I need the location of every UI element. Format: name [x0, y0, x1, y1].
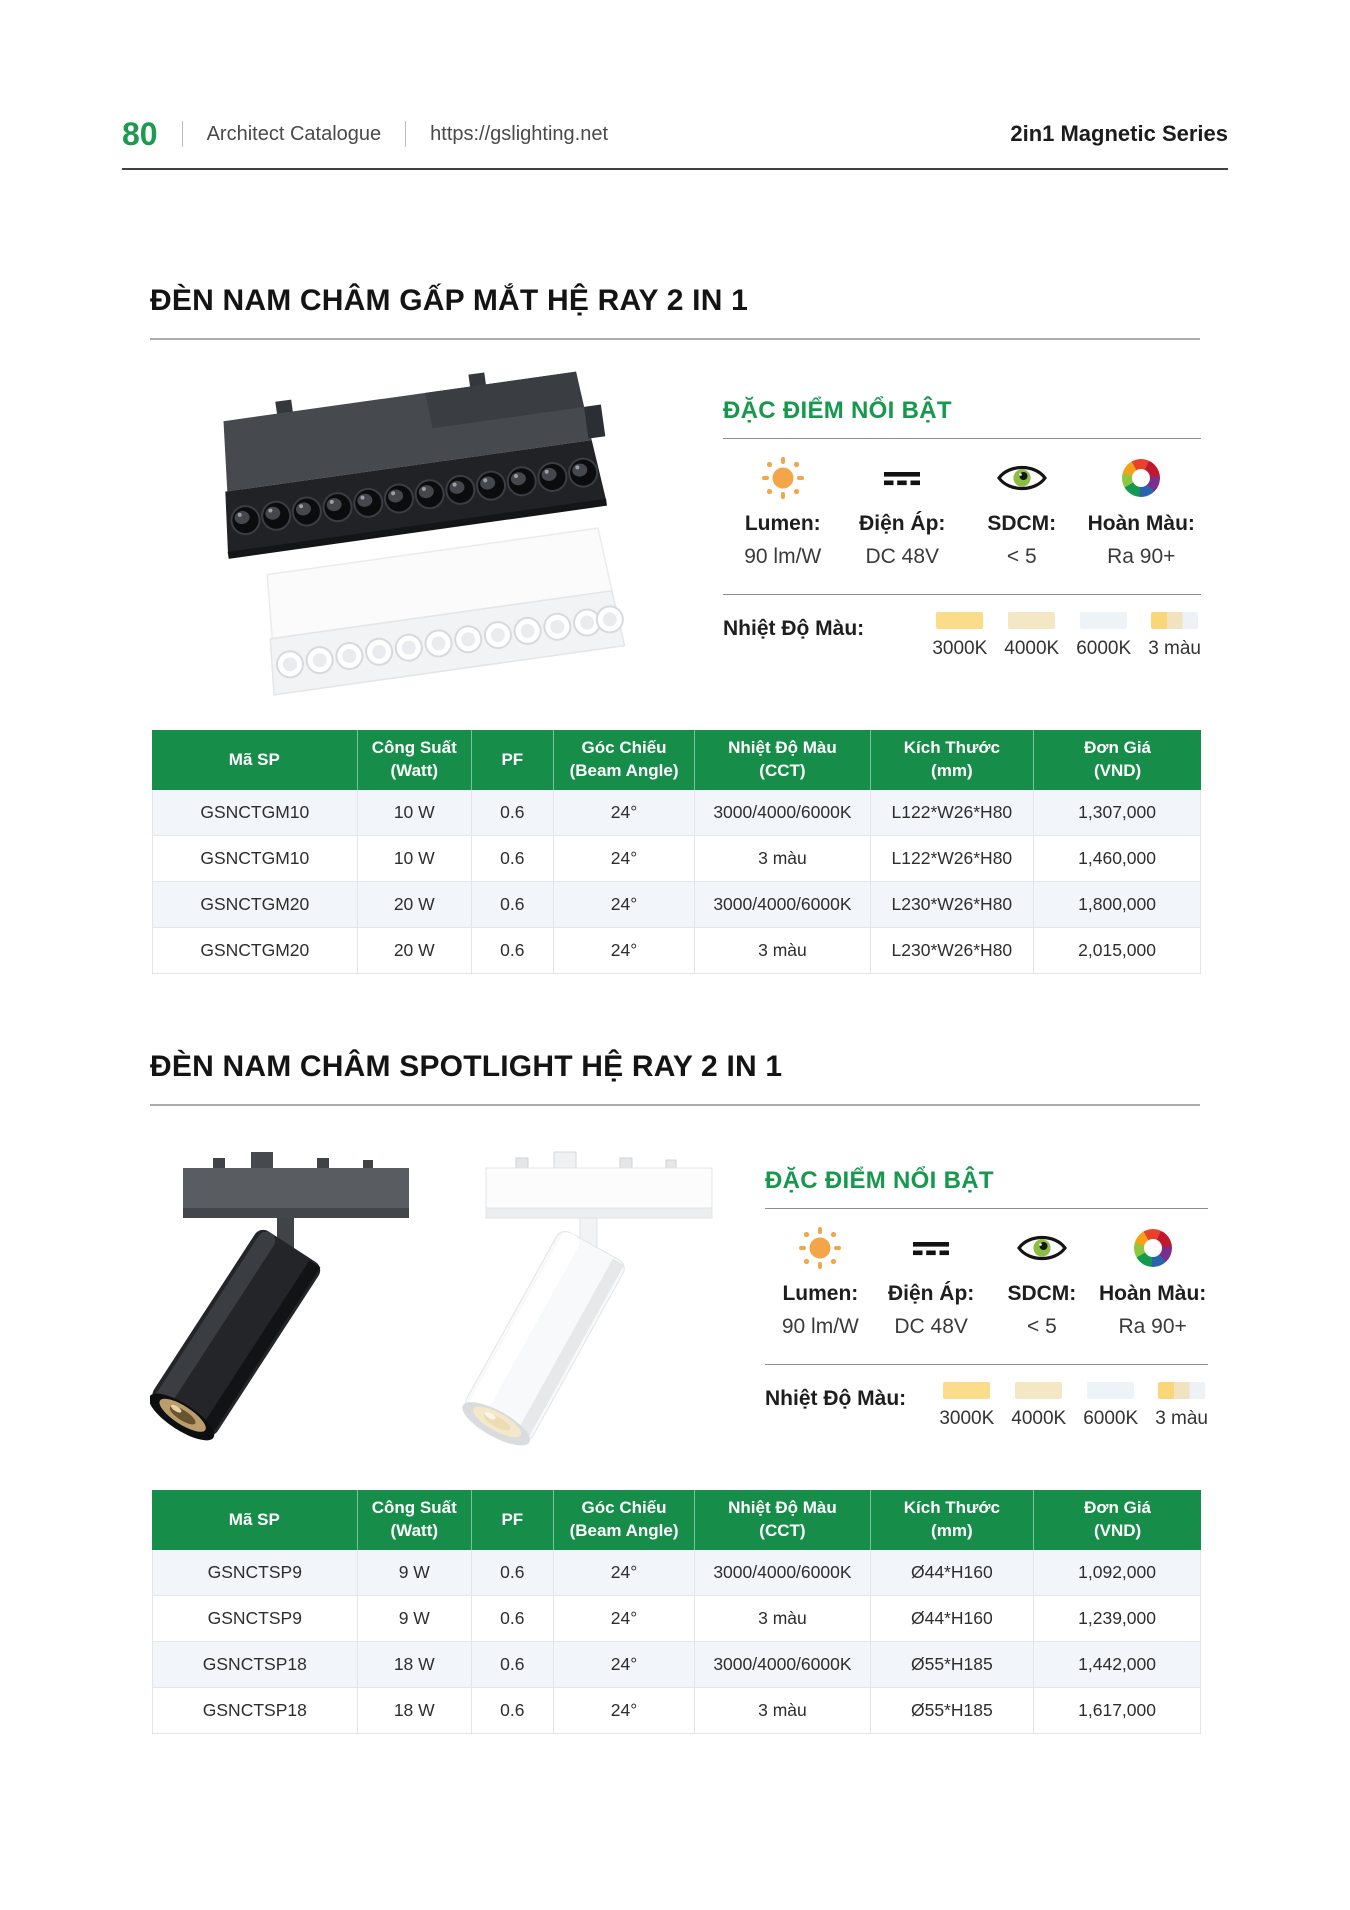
- table-cell: 3000/4000/6000K: [695, 882, 870, 928]
- table-cell: L230*W26*H80: [871, 882, 1035, 928]
- table-cell: 10 W: [358, 836, 472, 882]
- page-header: [122, 118, 1228, 150]
- cct-option: [1076, 612, 1131, 660]
- table-cell: 0.6: [472, 1596, 554, 1642]
- table-cell: Ø55*H185: [871, 1642, 1035, 1688]
- table-header-cell: Mã SP: [152, 730, 358, 790]
- table-header-cell: Góc Chiếu (Beam Angle): [554, 730, 696, 790]
- table-cell: 3 màu: [695, 1688, 870, 1734]
- feature-label: Điện Áp:: [887, 1282, 975, 1305]
- table-header-cell: PF: [472, 1490, 554, 1550]
- cct-divider: [723, 594, 1201, 595]
- cct-swatch: [936, 612, 983, 629]
- table-cell: 1,307,000: [1034, 790, 1201, 836]
- cct-option: [939, 1382, 994, 1430]
- table-cell: GSNCTGM20: [152, 928, 358, 974]
- cct-option: [1155, 1382, 1208, 1430]
- cct-option: [932, 612, 987, 660]
- section-2-features: [765, 1167, 1208, 1430]
- cct-swatch: [1015, 1382, 1062, 1399]
- table-cell: L230*W26*H80: [871, 928, 1035, 974]
- cct-option-label: 6000K: [1083, 1408, 1139, 1429]
- feature-label: Hoàn Màu:: [1087, 512, 1195, 535]
- table-cell: 3 màu: [695, 928, 870, 974]
- table-cell: 1,442,000: [1034, 1642, 1201, 1688]
- dc-voltage-icon: [843, 453, 963, 503]
- table-cell: Ø44*H160: [871, 1550, 1035, 1596]
- table-cell: 1,460,000: [1034, 836, 1201, 882]
- cct-swatch: [943, 1382, 990, 1399]
- table-cell: 24°: [554, 882, 696, 928]
- feature-value: DC 48V: [894, 1315, 968, 1338]
- table-cell: 18 W: [358, 1642, 472, 1688]
- table-cell: 3000/4000/6000K: [695, 1642, 870, 1688]
- table-cell: L122*W26*H80: [871, 836, 1035, 882]
- cct-swatch: [1008, 612, 1055, 629]
- spotlight-black: [150, 1152, 409, 1449]
- section-1-title-rule: [150, 338, 1200, 340]
- table-cell: 9 W: [358, 1596, 472, 1642]
- table-header-cell: Đơn Giá (VND): [1034, 1490, 1201, 1550]
- table-cell: GSNCTSP18: [152, 1642, 358, 1688]
- cct-row: [765, 1382, 1208, 1430]
- sun-icon: [723, 453, 843, 503]
- table-cell: GSNCTSP9: [152, 1596, 358, 1642]
- table-header-cell: Góc Chiếu (Beam Angle): [554, 1490, 696, 1550]
- table-cell: Ø55*H185: [871, 1688, 1035, 1734]
- table-cell: 1,617,000: [1034, 1688, 1201, 1734]
- table-cell: 20 W: [358, 882, 472, 928]
- table-cell: 1,800,000: [1034, 882, 1201, 928]
- table-header-cell: Công Suất (Watt): [358, 1490, 472, 1550]
- section-1-title: ĐÈN NAM CHÂM GẤP MẮT HỆ RAY 2 IN 1: [150, 284, 748, 317]
- cct-swatch: [1158, 1382, 1205, 1399]
- table-row: [152, 1596, 1201, 1642]
- table-cell: GSNCTSP18: [152, 1688, 358, 1734]
- cct-option-label: 3 màu: [1155, 1408, 1208, 1429]
- page-number: 80: [122, 116, 158, 152]
- spotlight-white: [457, 1152, 712, 1454]
- table-cell: GSNCTGM20: [152, 882, 358, 928]
- table-cell: 3 màu: [695, 1596, 870, 1642]
- features-rule: [765, 1208, 1208, 1209]
- feature-value: Ra 90+: [1118, 1315, 1187, 1338]
- table-cell: 0.6: [472, 1688, 554, 1734]
- feature-sun: [765, 1223, 876, 1339]
- website-url: https://gslighting.net: [430, 122, 609, 145]
- features-rule: [723, 438, 1201, 439]
- table-header-cell: Kích Thước (mm): [871, 730, 1035, 790]
- table-header-cell: Công Suất (Watt): [358, 730, 472, 790]
- features-row: [765, 1223, 1208, 1339]
- cct-option: [1083, 1382, 1138, 1430]
- table-cell: 0.6: [472, 836, 554, 882]
- sun-icon: [765, 1223, 876, 1273]
- table-header-cell: Nhiệt Độ Màu (CCT): [695, 730, 870, 790]
- table-row: [152, 836, 1201, 882]
- color-wheel-icon: [1082, 453, 1202, 503]
- catalogue-name: Architect Catalogue: [206, 122, 382, 145]
- features-title: ĐẶC ĐIỂM NỔI BẬT: [723, 397, 952, 424]
- cct-option: [1148, 612, 1201, 660]
- table-cell: GSNCTSP9: [152, 1550, 358, 1596]
- spec-table-spotlight: [152, 1490, 1201, 1734]
- spec-table-grille: [152, 730, 1201, 974]
- cct-swatch: [1080, 612, 1127, 629]
- table-cell: GSNCTGM10: [152, 790, 358, 836]
- feature-value: 90 lm/W: [781, 1315, 859, 1338]
- feature-dc-voltage: [876, 1223, 987, 1339]
- cct-options: [932, 612, 1201, 660]
- table-cell: 24°: [554, 1596, 696, 1642]
- table-cell: 3000/4000/6000K: [695, 790, 870, 836]
- eye-icon: [962, 453, 1082, 503]
- table-header-cell: PF: [472, 730, 554, 790]
- grille-light-black: [208, 357, 615, 559]
- table-cell: 2,015,000: [1034, 928, 1201, 974]
- table-cell: 18 W: [358, 1688, 472, 1734]
- feature-value: Ra 90+: [1107, 545, 1176, 568]
- header-divider: [405, 121, 406, 147]
- cct-swatch: [1087, 1382, 1134, 1399]
- cct-option-label: 4000K: [1011, 1408, 1067, 1429]
- cct-row: [723, 612, 1201, 660]
- feature-color-wheel: [1082, 453, 1202, 569]
- features-row: [723, 453, 1201, 569]
- table-cell: 1,092,000: [1034, 1550, 1201, 1596]
- eye-icon: [987, 1223, 1098, 1273]
- table-cell: 10 W: [358, 790, 472, 836]
- table-row: [152, 1550, 1201, 1596]
- header-rule: [122, 168, 1228, 170]
- cct-divider: [765, 1364, 1208, 1365]
- table-header-cell: Nhiệt Độ Màu (CCT): [695, 1490, 870, 1550]
- feature-label: Lumen:: [744, 512, 821, 535]
- cct-option: [1011, 1382, 1066, 1430]
- header-divider: [182, 121, 183, 147]
- feature-value: < 5: [1026, 1315, 1057, 1338]
- grille-light-white: [257, 526, 626, 694]
- table-header-cell: Đơn Giá (VND): [1034, 730, 1201, 790]
- table-row: [152, 928, 1201, 974]
- table-cell: 9 W: [358, 1550, 472, 1596]
- cct-label: Nhiệt Độ Màu:: [765, 1387, 907, 1410]
- feature-value: DC 48V: [865, 545, 940, 568]
- cct-options: [939, 1382, 1208, 1430]
- feature-value: < 5: [1006, 545, 1037, 568]
- product-image-spotlights: [150, 1138, 730, 1483]
- table-cell: 24°: [554, 1550, 696, 1596]
- cct-option: [1004, 612, 1059, 660]
- feature-sun: [723, 453, 843, 569]
- table-cell: 3 màu: [695, 836, 870, 882]
- table-cell: 0.6: [472, 928, 554, 974]
- feature-label: SDCM:: [1007, 1282, 1077, 1305]
- section-2-title-rule: [150, 1104, 1200, 1106]
- feature-label: Hoàn Màu:: [1098, 1282, 1207, 1305]
- feature-value: 90 lm/W: [744, 545, 822, 568]
- table-row: [152, 1642, 1201, 1688]
- table-cell: 0.6: [472, 1642, 554, 1688]
- cct-option-label: 3000K: [939, 1408, 995, 1429]
- table-row: [152, 790, 1201, 836]
- table-cell: GSNCTGM10: [152, 836, 358, 882]
- table-cell: 20 W: [358, 928, 472, 974]
- feature-eye: [962, 453, 1082, 569]
- table-cell: 0.6: [472, 790, 554, 836]
- feature-eye: [987, 1223, 1098, 1339]
- table-cell: 24°: [554, 928, 696, 974]
- table-row: [152, 1688, 1201, 1734]
- table-header-cell: Kích Thước (mm): [871, 1490, 1035, 1550]
- product-image-grille-lights: [140, 348, 685, 713]
- feature-label: Lumen:: [782, 1282, 859, 1305]
- feature-label: Điện Áp:: [859, 512, 946, 535]
- features-title: ĐẶC ĐIỂM NỔI BẬT: [765, 1167, 994, 1194]
- cct-option-label: 4000K: [1004, 638, 1060, 659]
- feature-label: SDCM:: [987, 512, 1057, 535]
- table-cell: 1,239,000: [1034, 1596, 1201, 1642]
- table-cell: 3000/4000/6000K: [695, 1550, 870, 1596]
- cct-option-label: 3000K: [932, 638, 988, 659]
- color-wheel-icon: [1097, 1223, 1208, 1273]
- table-cell: 0.6: [472, 1550, 554, 1596]
- dc-voltage-icon: [876, 1223, 987, 1273]
- table-header-cell: Mã SP: [152, 1490, 358, 1550]
- section-2-title: ĐÈN NAM CHÂM SPOTLIGHT HỆ RAY 2 IN 1: [150, 1050, 783, 1083]
- series-name: 2in1 Magnetic Series: [1010, 121, 1228, 146]
- feature-dc-voltage: [843, 453, 963, 569]
- table-cell: 24°: [554, 1688, 696, 1734]
- table-cell: L122*W26*H80: [871, 790, 1035, 836]
- feature-color-wheel: [1097, 1223, 1208, 1339]
- table-cell: 24°: [554, 790, 696, 836]
- cct-option-label: 3 màu: [1148, 638, 1201, 659]
- table-row: [152, 882, 1201, 928]
- table-cell: 24°: [554, 1642, 696, 1688]
- section-1-features: [723, 397, 1201, 660]
- cct-option-label: 6000K: [1076, 638, 1132, 659]
- table-cell: 24°: [554, 836, 696, 882]
- cct-label: Nhiệt Độ Màu:: [723, 617, 865, 640]
- table-cell: 0.6: [472, 882, 554, 928]
- table-cell: Ø44*H160: [871, 1596, 1035, 1642]
- cct-swatch: [1151, 612, 1198, 629]
